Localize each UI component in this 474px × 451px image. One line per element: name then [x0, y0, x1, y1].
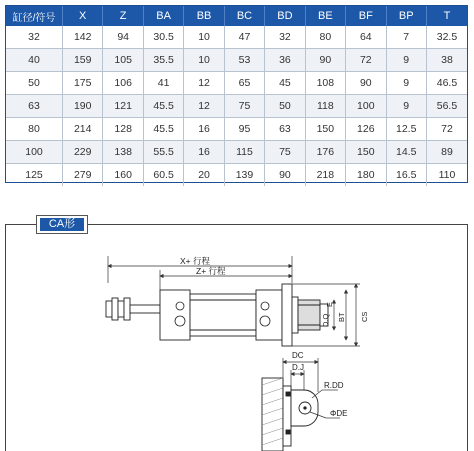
bore-cell: 125 — [6, 164, 63, 187]
bore-cell: 50 — [6, 72, 63, 95]
header-bore-symbol: 缸径/符号 — [6, 6, 63, 26]
dimension-cell: 32.5 — [426, 26, 467, 49]
bore-cell: 100 — [6, 141, 63, 164]
bore-cell: 80 — [6, 118, 63, 141]
dimension-cell: 110 — [438, 169, 456, 181]
dimension-cell: 115 — [224, 141, 264, 164]
dimension-cell: 218 — [305, 164, 345, 187]
header-be: BE — [305, 6, 345, 26]
dc-label: DC — [292, 351, 304, 360]
dimension-cell: 9 — [386, 72, 426, 95]
dimension-cell: 142 — [63, 26, 103, 49]
dimension-cell: 45.5 — [143, 118, 183, 141]
dimension-cell: 175 — [63, 72, 103, 95]
e-label: E — [325, 301, 334, 307]
dimension-cell: 159 — [63, 49, 103, 72]
dimension-cell: 72 — [426, 118, 467, 141]
dimension-cell: 80 — [305, 26, 345, 49]
dimension-cell: 9 — [386, 95, 426, 118]
dimension-cell: 12 — [184, 95, 224, 118]
dimension-cell: 108 — [305, 72, 345, 95]
dimension-cell: 53 — [224, 49, 264, 72]
header-t: T — [426, 6, 467, 26]
dimension-cell: 20 — [184, 164, 224, 187]
header-bf: BF — [346, 6, 386, 26]
dimension-cell: 10 — [184, 26, 224, 49]
dimension-cell: 126 — [346, 118, 386, 141]
section-tag-label: CA形 — [40, 218, 84, 231]
dimension-cell: 190 — [63, 95, 103, 118]
dimension-cell: 46.5 — [426, 72, 467, 95]
clevis-detail — [262, 378, 318, 451]
bore-cell: 63 — [6, 95, 63, 118]
dimension-cell: 56.5 — [426, 95, 467, 118]
dimension-cell: 9 — [386, 49, 426, 72]
dimension-cell: 90 — [305, 49, 345, 72]
dimension-cell: 89 — [426, 141, 467, 164]
dimension-cell: 64 — [346, 26, 386, 49]
dimension-cell: 36 — [265, 49, 305, 72]
dimension-cell: 32 — [265, 26, 305, 49]
dimension-cell: 65 — [224, 72, 264, 95]
header-bp: BP — [386, 6, 426, 26]
dimension-cell: 150 — [305, 118, 345, 141]
dimension-cell: 160 — [103, 164, 143, 187]
header-bd: BD — [265, 6, 305, 26]
dimension-cell: 72 — [346, 49, 386, 72]
dimension-cell: 30.5 — [143, 26, 183, 49]
cylinder-body — [160, 284, 328, 346]
rdd-label: R.DD — [324, 381, 344, 390]
dimension-cell: 35.5 — [143, 49, 183, 72]
dimension-cell: 150 — [346, 141, 386, 164]
dimension-cell: 12 — [184, 72, 224, 95]
dimension-cell: 47 — [224, 26, 264, 49]
dimension-cell: 94 — [103, 26, 143, 49]
dimension-cell: 128 — [103, 118, 143, 141]
dimension-cell: 16.5 — [386, 164, 426, 187]
dimension-cell: 14.5 — [386, 141, 426, 164]
dq-label: D.Q — [321, 313, 330, 327]
header-ba: BA — [143, 6, 183, 26]
z-stroke-label: Z+ 行程 — [196, 266, 226, 276]
rod-end-fitting — [106, 298, 160, 320]
dimension-cell: 139 — [224, 164, 264, 187]
dimension-cell: 176 — [305, 141, 345, 164]
dimension-cell: 41 — [143, 72, 183, 95]
dimension-cell: 90 — [265, 164, 305, 187]
dimension-cell: 45 — [265, 72, 305, 95]
dimension-cell: 10 — [184, 49, 224, 72]
header-bb: BB — [184, 6, 224, 26]
dimension-cell: 75 — [224, 95, 264, 118]
dimension-cell: 279 — [63, 164, 103, 187]
x-stroke-label: X+ 行程 — [180, 256, 210, 266]
dimension-cell: 214 — [63, 118, 103, 141]
dimension-cell: 7 — [386, 26, 426, 49]
dimension-cell: 16 — [184, 118, 224, 141]
dimension-cell: 45.5 — [143, 95, 183, 118]
dj-label: D.J — [292, 363, 304, 372]
dimension-cell: 60.5 — [143, 164, 183, 187]
dimension-cell: 100 — [346, 95, 386, 118]
dimension-cell: 12.5 — [386, 118, 426, 141]
dimension-cell: 118 — [305, 95, 345, 118]
dimension-cell: 229 — [63, 141, 103, 164]
dimension-cell: 105 — [103, 49, 143, 72]
header-x: X — [63, 6, 103, 26]
header-z: Z — [103, 6, 143, 26]
dimension-cell: 63 — [265, 118, 305, 141]
dimension-cell: 180 — [346, 164, 386, 187]
dimension-cell: 90 — [346, 72, 386, 95]
dimension-cell: 50 — [265, 95, 305, 118]
dde-label: ΦDE — [330, 409, 348, 418]
dimension-cell: 95 — [224, 118, 264, 141]
dimension-cell: 16 — [184, 141, 224, 164]
bore-cell: 32 — [6, 26, 63, 49]
dimension-cell: 121 — [103, 95, 143, 118]
dimension-cell: 106 — [103, 72, 143, 95]
dimension-cell: 55.5 — [143, 141, 183, 164]
dimension-cell: 75 — [265, 141, 305, 164]
cs-label: CS — [360, 311, 369, 322]
bore-cell: 40 — [6, 49, 63, 72]
z-stroke-dimension — [160, 266, 292, 290]
header-bc: BC — [224, 6, 264, 26]
dimension-cell: 38 — [426, 49, 467, 72]
right-dimension-labels — [321, 302, 369, 327]
dimension-cell: 138 — [103, 141, 143, 164]
bt-label: BT — [337, 312, 346, 322]
